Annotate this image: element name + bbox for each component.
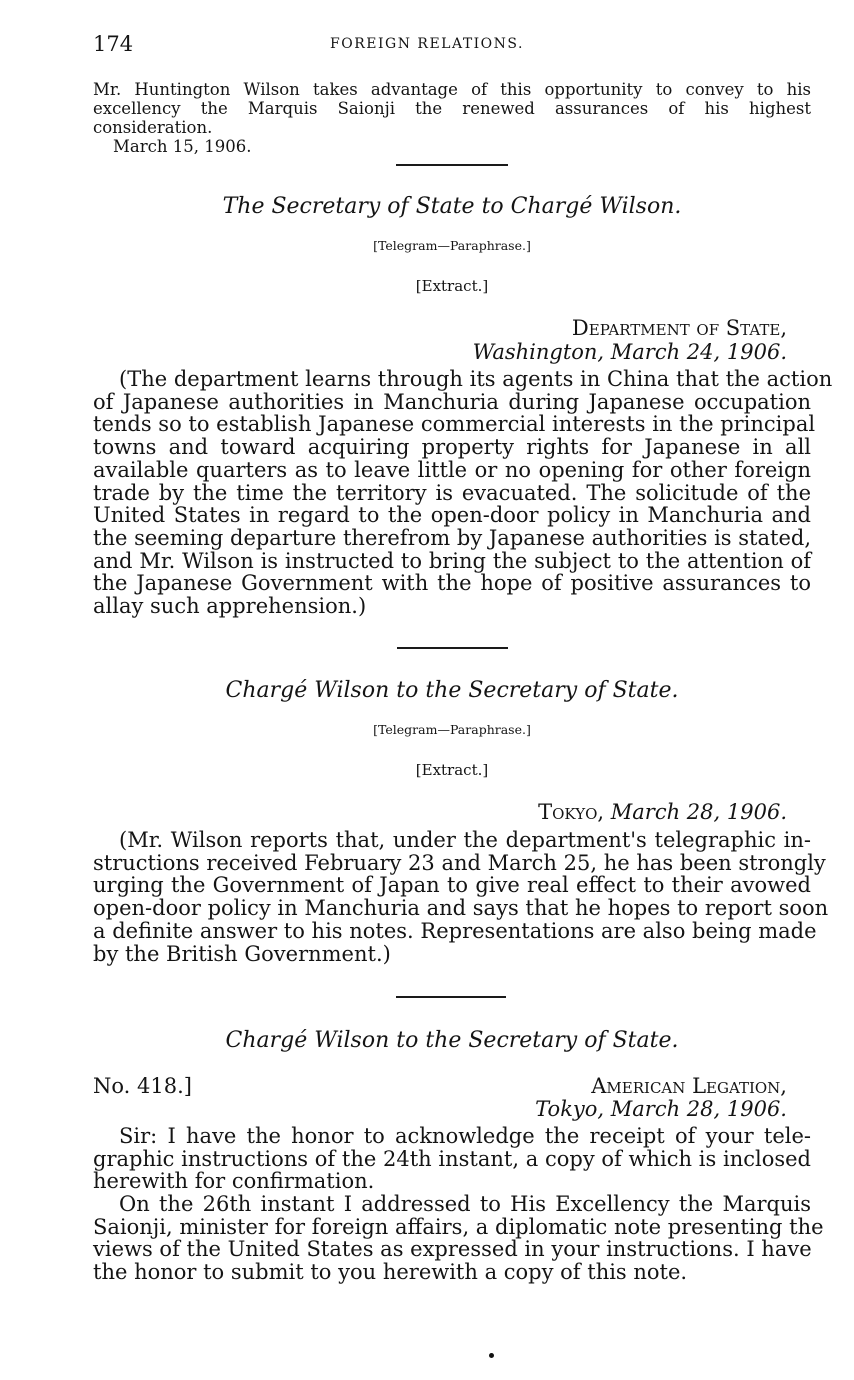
doc2-place: Tokyo, [538,800,605,824]
doc3-number: No. 418.] [93,1074,192,1098]
intro-line: excellency the Marquis Saionji the renewed assurances of his highest [93,99,811,118]
doc3-place: American Legation, [591,1074,787,1098]
doc1-heading: The Secretary of State to Chargé Wilson. [222,194,682,219]
section-divider [396,996,506,998]
intro-date: March 15, 1906. [113,137,252,156]
doc1-body-line: and Mr. Wilson is instructed to bring the subject to the attention of [93,548,811,573]
print-speck [489,1353,494,1358]
doc3-dateline: Tokyo, March 28, 1906. [535,1097,787,1121]
intro-line: Mr. Huntington Wilson takes advantage of this opportunity to convey to his [93,80,811,99]
section-divider [397,647,508,649]
doc2-dateline [538,800,787,824]
page-number: 174 [93,32,134,56]
doc1-body-line: trade by the time the territory is evacuated. The solicitude of the [93,480,811,505]
doc1-body [93,367,833,619]
doc1-body-line: the seeming departure therefrom by Japanese authorities is stated, [93,525,811,550]
doc2-heading: Chargé Wilson to the Secretary of State. [225,678,679,703]
doc2-telegram-note: [Telegram—Paraphrase.] [373,722,531,737]
doc1-body-line: United States in regard to the open-door policy in Manchuria and [93,503,811,528]
doc3-para2-line: Saionji, minister for foreign affairs, a diplomatic note presenting the [93,1214,824,1239]
doc3-para1-line: Sir: I have the honor to acknowledge the receipt of your tele- [119,1124,811,1148]
doc2-body-line: by the British Government.) [93,941,391,966]
doc3-para1-line: graphic instructions of the 24th instant, a copy of which is inclosed [93,1146,811,1171]
doc2-body-line: structions received February 23 and March 25, he has been strongly [93,850,826,875]
doc2-body-line: open-door policy in Manchuria and says that he hopes to report soon [93,896,829,921]
doc1-place: Department of State, [571,316,787,340]
doc1-body-line: tends so to establish Japanese commercial interests in the principal [93,412,816,437]
doc2-body [93,828,829,966]
intro-paragraph [93,80,811,156]
doc3-para2 [93,1192,824,1285]
doc3-para2-line: the honor to submit to you herewith a copy of this note. [93,1260,688,1285]
doc1-body-line: available quarters as to leave little or no opening for other foreign [93,457,811,482]
intro-line: consideration. [93,118,213,137]
doc1-body-line: the Japanese Government with the hope of positive assurances to [93,571,811,596]
doc1-telegram-note: [Telegram—Paraphrase.] [373,238,531,253]
doc2-body-line: urging the Government of Japan to give real effect to their avowed [93,873,811,898]
doc2-body-line: (Mr. Wilson reports that, under the department's telegraphic in- [119,828,811,852]
doc3-heading: Chargé Wilson to the Secretary of State. [225,1028,679,1053]
doc3-para1-line: herewith for confirmation. [93,1169,375,1194]
doc1-body-line: (The department learns through its agents in China that the action [119,367,833,391]
doc2-date: March 28, 1906. [610,800,787,824]
doc2-body-line: a definite answer to his notes. Representations are also being made [93,918,817,943]
doc3-para1 [93,1125,811,1193]
doc1-body-line: towns and toward acquiring property rights for Japanese in all [93,435,811,460]
doc1-dateline: Washington, March 24, 1906. [472,340,787,364]
doc1-body-line: of Japanese authorities in Manchuria during Japanese occupation [93,389,811,414]
section-divider [396,164,508,166]
doc1-body-line: allay such apprehension.) [93,594,367,619]
doc2-extract-note: [Extract.] [415,761,489,779]
running-title: FOREIGN RELATIONS. [330,36,524,52]
doc3-para2-line: On the 26th instant I addressed to His Excellency the Marquis [119,1192,811,1216]
doc1-extract-note: [Extract.] [415,277,489,295]
doc3-para2-line: views of the United States as expressed in your instructions. I have [93,1237,812,1262]
